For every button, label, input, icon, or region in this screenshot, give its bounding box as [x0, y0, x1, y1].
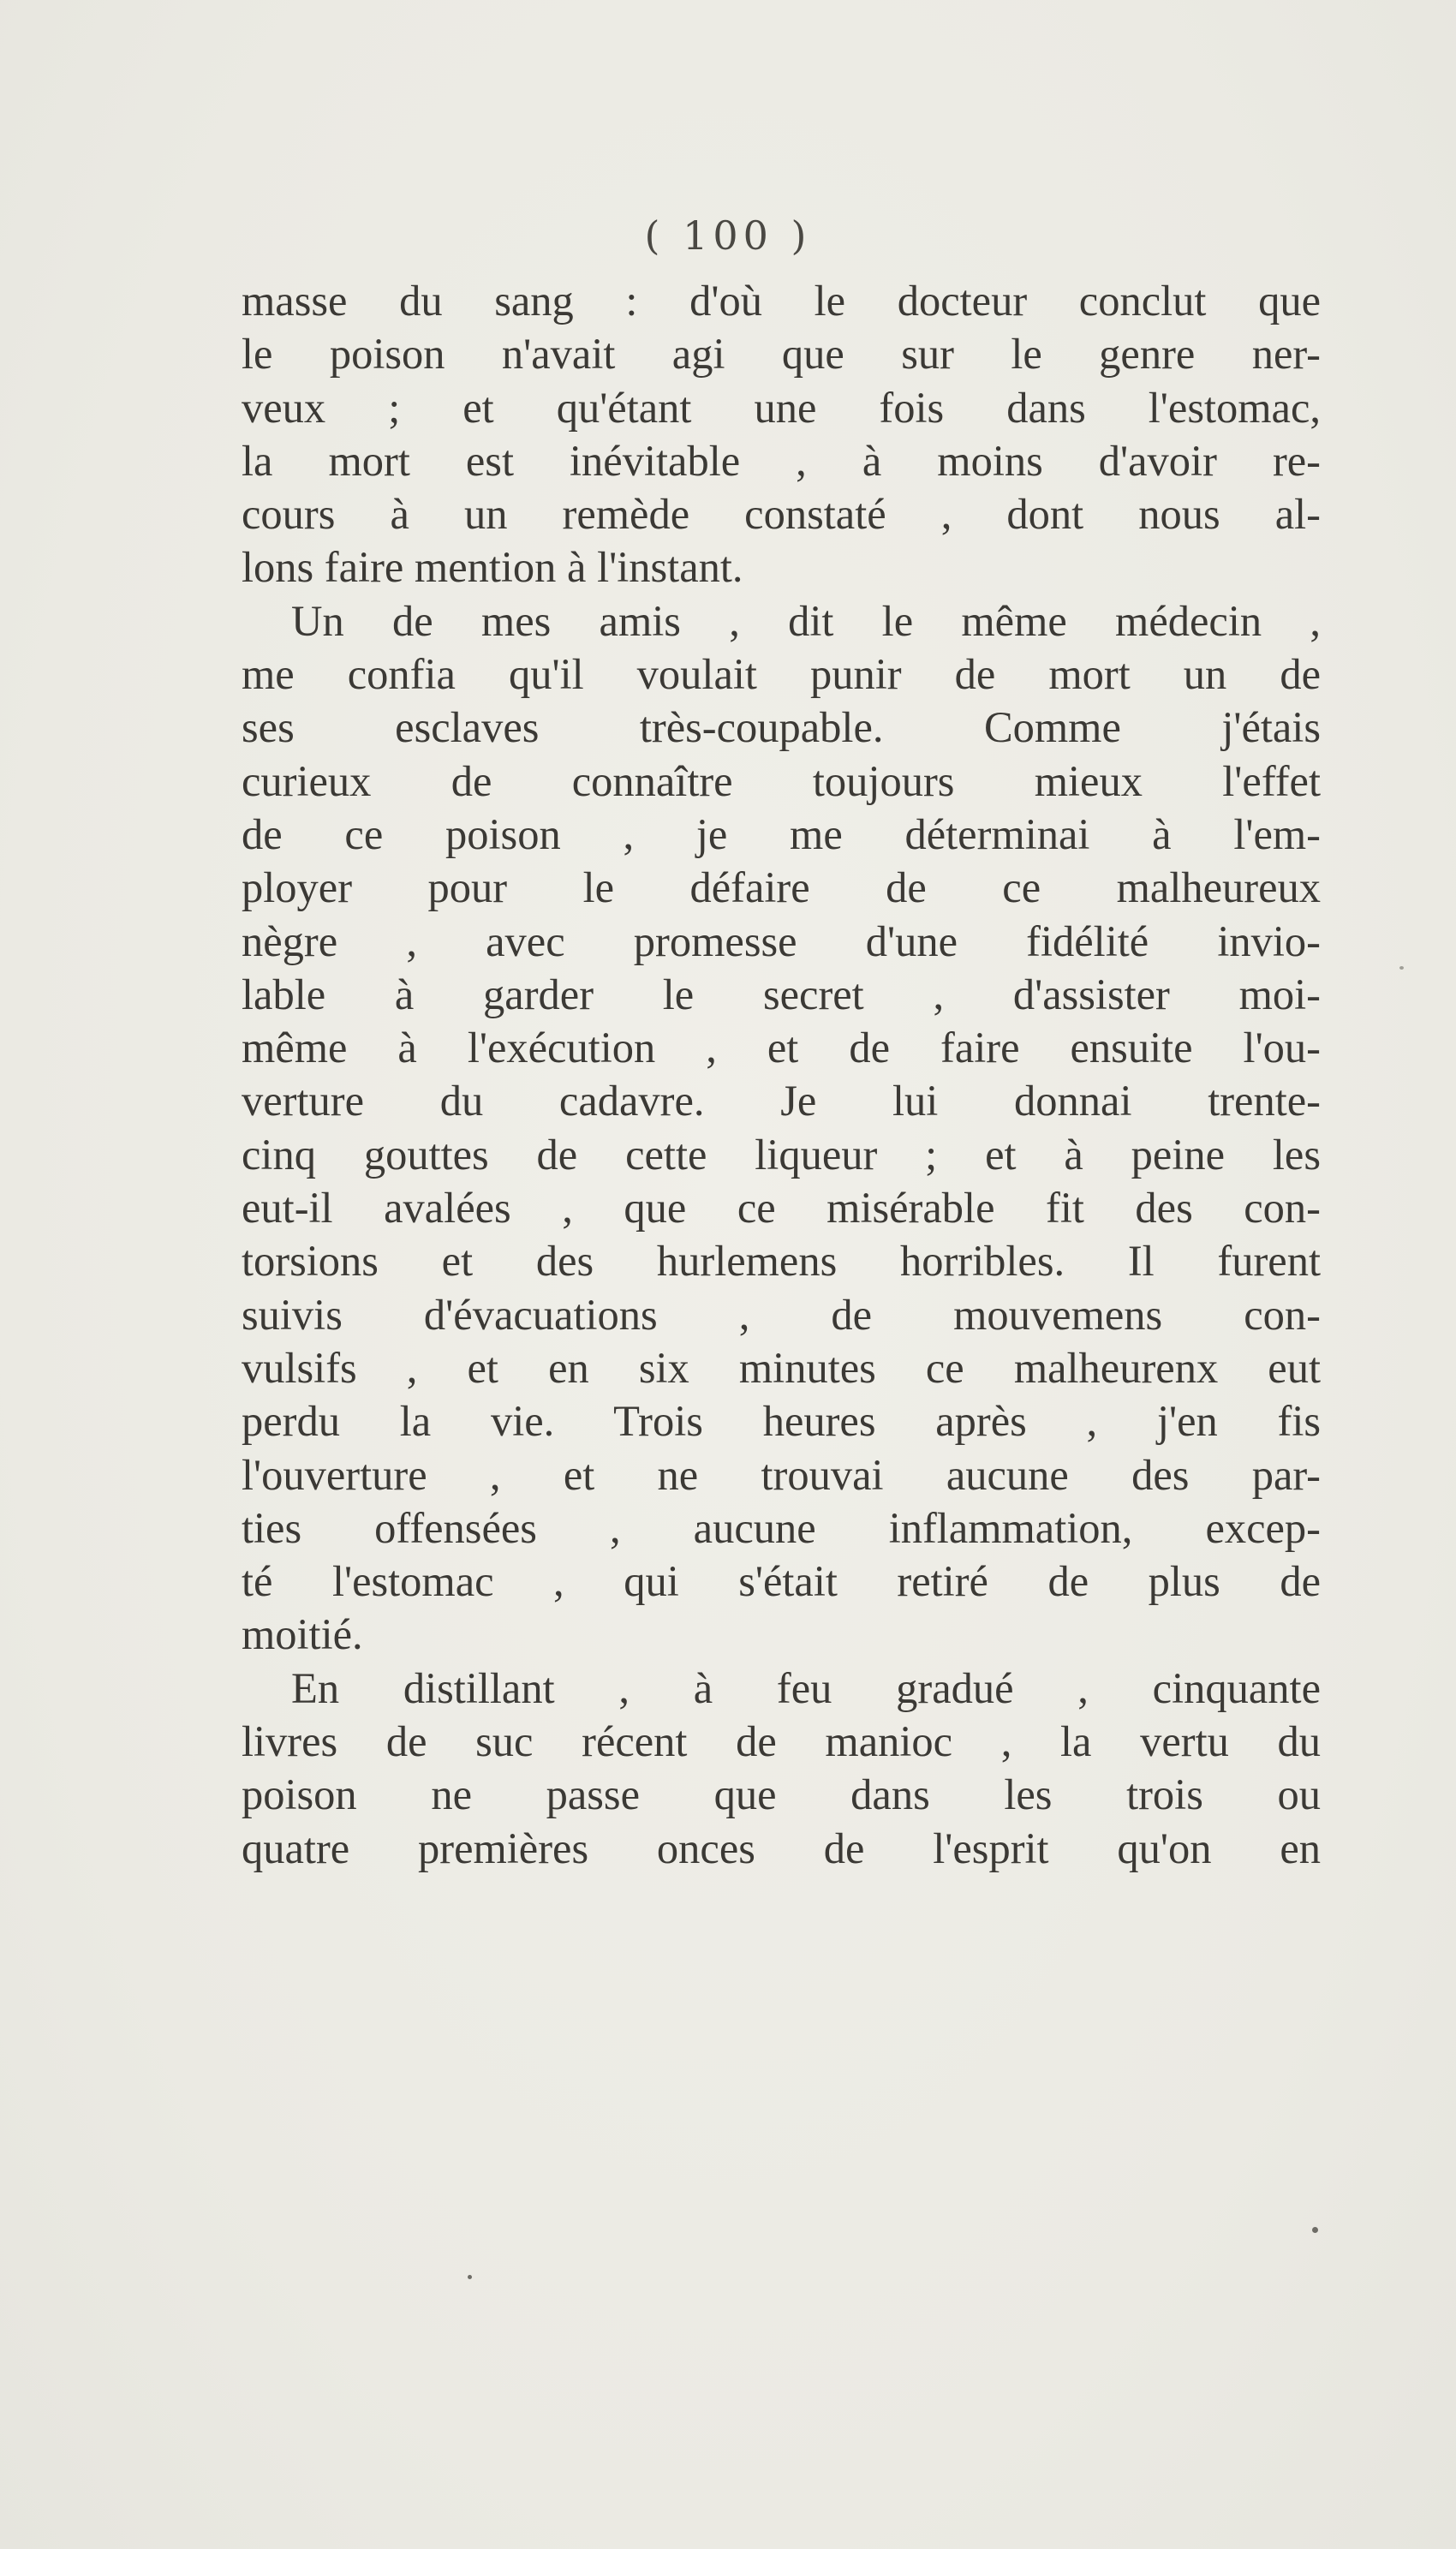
text-line: livres de suc récent de manioc , la vertu du	[242, 1717, 1321, 1766]
paper-speck	[1399, 966, 1404, 970]
text-line: verture du cadavre. Je lui donnai trente-	[242, 1077, 1321, 1125]
text-line: ses esclaves très-coupable. Comme j'étais	[242, 703, 1321, 752]
text-line: masse du sang : d'où le docteur conclut que	[242, 277, 1321, 325]
text-line: même à l'exécution , et de faire ensuite l'ou-	[242, 1024, 1321, 1072]
text-line: quatre premières onces de l'esprit qu'on en	[242, 1824, 1321, 1872]
text-line: suivis d'évacuations , de mouvemens con-	[242, 1290, 1321, 1339]
text-line: me confia qu'il voulait punir de mort un de	[242, 650, 1321, 699]
text-line: la mort est inévitable , à moins d'avoir re-	[242, 436, 1321, 485]
text-line: curieux de connaître toujours mieux l'effet	[242, 756, 1321, 805]
paragraph-start-line: En distillant , à feu gradué , cinquante	[291, 1663, 1321, 1712]
text-line: torsions et des hurlemens horribles. Il furent	[242, 1237, 1321, 1286]
text-line: poison ne passe que dans les trois ou	[242, 1770, 1321, 1819]
text-line: moitié.	[242, 1610, 363, 1659]
body-text	[242, 274, 1321, 1875]
text-line: cinq gouttes de cette liqueur ; et à peine les	[242, 1130, 1321, 1179]
text-line: vulsifs , et en six minutes ce malheurenx eut	[242, 1343, 1321, 1392]
text-line: eut-il avalées , que ce misérable fit des con-	[242, 1184, 1321, 1233]
text-line: nègre , avec promesse d'une fidélité invio-	[242, 916, 1321, 965]
text-line: le poison n'avait agi que sur le genre ner-	[242, 330, 1321, 379]
text-line: ployer pour le défaire de ce malheureux	[242, 863, 1321, 912]
page-number: ( 100 )	[644, 212, 812, 259]
text-line: lable à garder le secret , d'assister moi-	[242, 970, 1321, 1018]
text-line: veux ; et qu'étant une fois dans l'estomac,	[242, 383, 1321, 432]
paper-speck	[468, 2275, 472, 2279]
paragraph-start-line: Un de mes amis , dit le même médecin ,	[291, 596, 1321, 645]
text-line: l'ouverture , et ne trouvai aucune des par-	[242, 1450, 1321, 1499]
text-line: perdu la vie. Trois heures après , j'en fis	[242, 1397, 1321, 1446]
text-line: ties offensées , aucune inflammation, excep-	[242, 1503, 1321, 1552]
paper-speck	[1312, 2227, 1318, 2233]
text-line: cours à un remède constaté , dont nous al-	[242, 490, 1321, 539]
text-line: té l'estomac , qui s'était retiré de plus de	[242, 1557, 1321, 1606]
text-line: lons faire mention à l'instant.	[242, 543, 743, 592]
text-line: de ce poison , je me déterminai à l'em-	[242, 809, 1321, 858]
